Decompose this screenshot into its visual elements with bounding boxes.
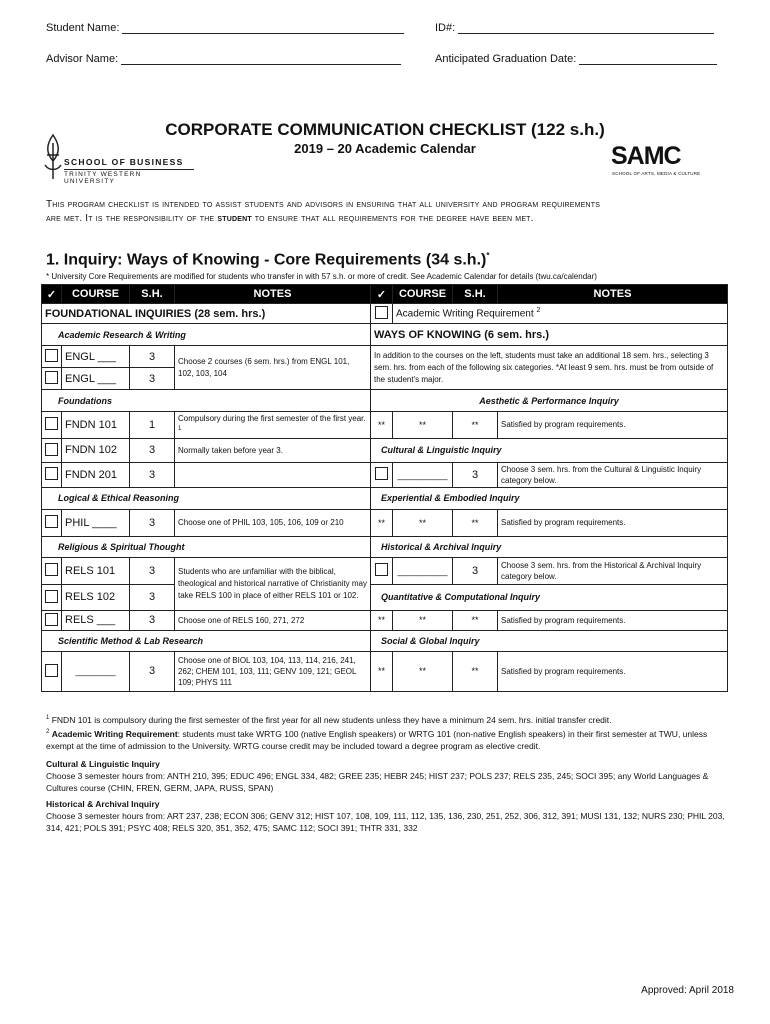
university-name: TRINITY WESTERN UNIVERSITY	[64, 169, 194, 185]
id-field[interactable]	[435, 22, 714, 34]
fndn101-note	[175, 412, 371, 439]
fndn101-course: FNDN 101	[62, 412, 130, 439]
grad-date-field[interactable]	[435, 53, 717, 65]
academic-writing-checkbox[interactable]	[375, 306, 388, 319]
phil-checkbox[interactable]	[45, 515, 58, 528]
rels101-checkbox-cell[interactable]	[42, 557, 62, 584]
social-course: **	[393, 651, 453, 691]
quantitative-note: Satisfied by program requirements.	[498, 610, 728, 630]
historical-checkbox-cell[interactable]	[371, 557, 393, 584]
intro-line-2	[46, 212, 726, 226]
page-title: CORPORATE COMMUNICATION CHECKLIST (122 s.h.)	[165, 120, 605, 139]
rels102-course: RELS 102	[62, 584, 130, 610]
historical-list-title: Historical & Archival Inquiry	[46, 798, 160, 809]
phil-sh: 3	[130, 509, 175, 536]
cultural-sh: 3	[453, 462, 498, 487]
historical-list-text: Choose 3 semester hours from: ART 237, 238; ECON 306; GENV 312; HIST 107, 108, 109, 111, 112, 135, 136, 230, 251, 252, 306, 312, 391; MUSI 131, 132; NURS 230; PHIL 203, 314, 421; POLS 391; PSYC 408; RELS 320, 351, 352, 475; SAMC 112; SOCI 391; THTR 331, 332	[46, 810, 725, 833]
table-row	[42, 536, 728, 557]
advisor-name-label: Advisor Name:	[46, 53, 119, 65]
footnote-2-text: : students must take WRTG 100 (native English speakers) or WRTG 101 (non-native English speakers) in their first semester at TWU, unless exempt at the time of admission to the University. WRTG course credit may be included toward a degree program as elective credit.	[46, 728, 708, 751]
fndn102-course: FNDN 102	[62, 438, 130, 462]
section-note: * University Core Requirements are modified for students who transfer in with 57 s.h. or more of credit. See Academic Calendar for details (twu.ca/calendar)	[46, 272, 597, 281]
grad-date-label: Anticipated Graduation Date:	[435, 53, 577, 65]
approved-date: Approved: April 2018	[641, 985, 734, 996]
experiential-check: **	[371, 509, 393, 536]
fndn101-checkbox[interactable]	[45, 417, 58, 430]
table-row	[42, 630, 728, 651]
experiential-note: Satisfied by program requirements.	[498, 509, 728, 536]
rels3-checkbox-cell[interactable]	[42, 610, 62, 630]
aesthetic-course: **	[393, 412, 453, 439]
rels102-sh: 3	[130, 584, 175, 610]
footnote-2	[46, 726, 726, 752]
aesthetic-sh: **	[453, 412, 498, 439]
samc-wordmark: SAMC	[611, 142, 681, 170]
page-subtitle: 2019 – 20 Academic Calendar	[294, 141, 476, 156]
social-subhead: Social & Global Inquiry	[371, 630, 728, 651]
historical-course-blank[interactable]: __________	[393, 557, 453, 584]
student-name-field[interactable]	[46, 22, 404, 34]
foundational-inquiries-heading: FOUNDATIONAL INQUIRIES (28 sem. hrs.)	[42, 304, 371, 324]
experiential-subhead: Experiential & Embodied Inquiry	[371, 487, 728, 509]
quantitative-course: **	[393, 610, 453, 630]
table-row	[42, 610, 728, 630]
sci-sh: 3	[130, 651, 175, 691]
course-header-right: COURSE	[393, 285, 453, 304]
experiential-sh: **	[453, 509, 498, 536]
academic-research-subhead: Academic Research & Writing	[42, 324, 371, 346]
fndn101-sh: 1	[130, 412, 175, 439]
advisor-name-line[interactable]	[121, 53, 401, 65]
fndn201-note	[175, 462, 371, 487]
table-row	[42, 324, 728, 346]
table-row	[42, 509, 728, 536]
section-title-star: *	[486, 251, 490, 260]
fndn201-sh: 3	[130, 462, 175, 487]
table-row	[42, 557, 728, 584]
rels3-course: RELS ___	[62, 610, 130, 630]
table-row	[42, 346, 728, 368]
footnote-2-sup: 2	[46, 728, 50, 735]
wok-note: In addition to the courses on the left, students must take an additional 18 sem. hrs., selecting 3 sem. hrs. from each of the following six categories. *At least 9 sem. hrs. must be from outside of the student's major.	[371, 346, 728, 390]
table-row	[42, 390, 728, 412]
quantitative-check: **	[371, 610, 393, 630]
fndn101-note-sup: 1	[178, 426, 182, 432]
historical-note: Choose 3 sem. hrs. from the Historical & Archival Inquiry category below.	[498, 557, 728, 584]
engl1-checkbox[interactable]	[45, 349, 58, 362]
academic-writing-label	[393, 304, 728, 324]
rels-note: Students who are unfamiliar with the biblical, theological and historical narrative of Christianity may take RELS 100 in place of either RELS 101 or 102.	[175, 557, 371, 610]
check-header-right: ✓	[371, 285, 393, 304]
cultural-checkbox[interactable]	[375, 467, 388, 480]
sci-checkbox-cell[interactable]	[42, 651, 62, 691]
aesthetic-check: **	[371, 412, 393, 439]
social-check: **	[371, 651, 393, 691]
table-row	[42, 487, 728, 509]
social-note: Satisfied by program requirements.	[498, 651, 728, 691]
fndn102-checkbox[interactable]	[45, 443, 58, 456]
table-row	[42, 304, 728, 324]
aesthetic-note: Satisfied by program requirements.	[498, 412, 728, 439]
check-header-left: ✓	[42, 285, 62, 304]
table-row	[42, 412, 728, 439]
cultural-list-text: Choose 3 semester hours from: ANTH 210, 395; EDUC 496; ENGL 334, 482; GREE 235; HEBR 245; HIST 237; POLS 237; RELS 235, 245; SOCI 395; any World Languages & Cultures course (CHIN, FREN, GERM, JAPA, RUSS, SPAN)	[46, 770, 709, 793]
fndn102-sh: 3	[130, 438, 175, 462]
aesthetic-subhead: Aesthetic & Performance Inquiry	[371, 390, 728, 412]
academic-writing-text: Academic Writing Requirement	[396, 308, 534, 320]
engl2-sh: 3	[130, 368, 175, 390]
rels3-sh: 3	[130, 610, 175, 630]
fndn101-checkbox-cell[interactable]	[42, 412, 62, 439]
intro-line-2-post: to ensure that all requirements for the degree have been met.	[251, 213, 534, 224]
footnote-1	[46, 712, 726, 726]
rels3-note: Choose one of RELS 160, 271, 272	[175, 610, 371, 630]
fndn102-checkbox-cell[interactable]	[42, 438, 62, 462]
engl2-checkbox-cell[interactable]	[42, 368, 62, 390]
student-name-line[interactable]	[122, 22, 404, 34]
course-header-left: COURSE	[62, 285, 130, 304]
logical-subhead: Logical & Ethical Reasoning	[42, 487, 371, 509]
ways-of-knowing-heading: WAYS OF KNOWING (6 sem. hrs.)	[371, 324, 728, 346]
sci-course-blank[interactable]: ________	[62, 651, 130, 691]
notes-header-left: NOTES	[175, 285, 371, 304]
checklist-table	[41, 284, 728, 692]
quantitative-sh: **	[453, 610, 498, 630]
fndn102-note: Normally taken before year 3.	[175, 438, 371, 462]
fndn201-checkbox[interactable]	[45, 467, 58, 480]
experiential-course: **	[393, 509, 453, 536]
rels102-checkbox-cell[interactable]	[42, 584, 62, 610]
foundations-subhead: Foundations	[42, 390, 371, 412]
engl2-checkbox[interactable]	[45, 371, 58, 384]
intro-student-bold: student	[217, 213, 252, 224]
phil-note: Choose one of PHIL 103, 105, 106, 109 or 210	[175, 509, 371, 536]
table-row	[42, 584, 728, 610]
historical-sh: 3	[453, 557, 498, 584]
footnotes	[46, 712, 726, 834]
engl1-checkbox-cell[interactable]	[42, 346, 62, 368]
student-name-label: Student Name:	[46, 22, 120, 34]
engl-note: Choose 2 courses (6 sem. hrs.) from ENGL 101, 102, 103, 104	[175, 346, 371, 390]
fndn201-checkbox-cell[interactable]	[42, 462, 62, 487]
cultural-subhead: Cultural & Linguistic Inquiry	[371, 438, 728, 462]
rels101-sh: 3	[130, 557, 175, 584]
historical-checkbox[interactable]	[375, 563, 388, 576]
fndn101-note-text: Compulsory during the first semester of the first year.	[178, 414, 366, 423]
rels101-course: RELS 101	[62, 557, 130, 584]
religious-subhead: Religious & Spiritual Thought	[42, 536, 371, 557]
sci-note: Choose one of BIOL 103, 104, 113, 114, 216, 241, 262; CHEM 101, 103, 111; GENV 109, 121; GEOL 109; PHYS 111	[175, 651, 371, 691]
section-title-text: 1. Inquiry: Ways of Knowing - Core Requirements (34 s.h.)	[46, 251, 487, 269]
phil-course: PHIL ____	[62, 509, 130, 536]
quantitative-subhead: Quantitative & Computational Inquiry	[371, 584, 728, 610]
advisor-name-field[interactable]	[46, 53, 401, 65]
engl1-sh: 3	[130, 346, 175, 368]
intro-line-1: This program checklist is intended to assist students and advisors in ensuring that all university and program requirements	[46, 199, 601, 210]
section-title	[46, 251, 489, 269]
engl1-course: ENGL ___	[62, 346, 130, 368]
school-name: SCHOOL OF BUSINESS	[64, 157, 184, 167]
sh-header-left: S.H.	[130, 285, 175, 304]
intro-text	[46, 198, 726, 226]
rels101-checkbox[interactable]	[45, 563, 58, 576]
cultural-checkbox-cell[interactable]	[371, 462, 393, 487]
scientific-subhead: Scientific Method & Lab Research	[42, 630, 371, 651]
footnote-2-bold: Academic Writing Requirement	[51, 728, 178, 739]
cultural-note: Choose 3 sem. hrs. from the Cultural & Linguistic Inquiry category below.	[498, 462, 728, 487]
cultural-list-title: Cultural & Linguistic Inquiry	[46, 758, 160, 769]
sci-checkbox[interactable]	[45, 664, 58, 677]
intro-line-2-pre: are met. It is the responsibility of the	[46, 213, 218, 224]
phil-checkbox-cell[interactable]	[42, 509, 62, 536]
table-row	[42, 651, 728, 691]
rels3-checkbox[interactable]	[45, 613, 58, 626]
footnote-1-sup: 1	[46, 715, 50, 721]
sh-header-right: S.H.	[453, 285, 498, 304]
table-row	[42, 462, 728, 487]
id-label: ID#:	[435, 22, 456, 34]
table-row	[42, 438, 728, 462]
table-header-row	[42, 285, 728, 304]
id-line[interactable]	[458, 22, 714, 34]
rels102-checkbox[interactable]	[45, 590, 58, 603]
academic-writing-checkbox-cell[interactable]	[371, 304, 393, 324]
academic-writing-sup: 2	[536, 307, 541, 315]
historical-subhead: Historical & Archival Inquiry	[371, 536, 728, 557]
grad-date-line[interactable]	[579, 53, 717, 65]
fndn201-course: FNDN 201	[62, 462, 130, 487]
social-sh: **	[453, 651, 498, 691]
notes-header-right: NOTES	[498, 285, 728, 304]
samc-tagline: SCHOOL OF ARTS, MEDIA & CULTURE	[612, 171, 701, 176]
engl2-course: ENGL ___	[62, 368, 130, 390]
footnote-1-text: FNDN 101 is compulsory during the first semester of the first year for all new students unless they have a minimum 24 sem. hrs. initial transfer credit.	[51, 714, 612, 725]
cultural-course-blank[interactable]: __________	[393, 462, 453, 487]
